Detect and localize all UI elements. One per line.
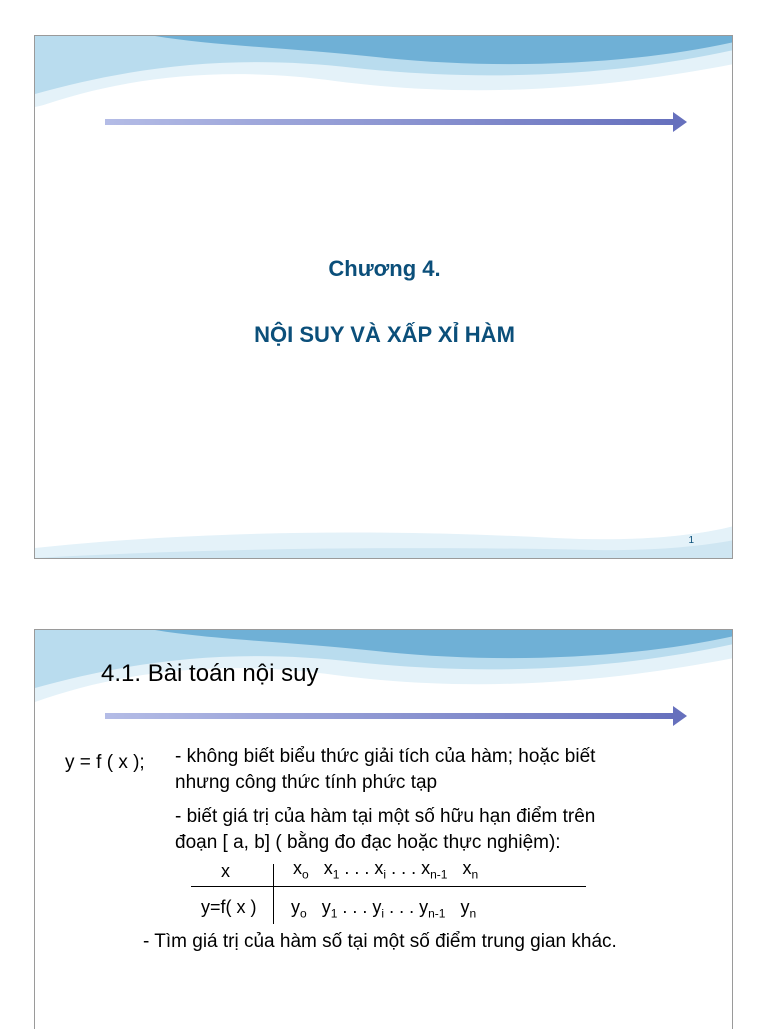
slide-2 <box>34 629 733 1029</box>
table-row-x-values: $x_o$ $x_1$ . . . $x_i$ . . . $x_{n-1}$ $x_n$ <box>293 858 479 882</box>
divider-arrow-icon <box>35 108 733 138</box>
section-heading: 4.1. Bài toán nội suy <box>101 660 319 687</box>
chapter-title: NỘI SUY VÀ XẤP XỈ HÀM <box>254 322 515 347</box>
table-divider <box>191 886 586 887</box>
chapter-label: Chương 4. <box>328 256 441 281</box>
table-divider <box>273 864 274 924</box>
slide-1 <box>34 35 733 559</box>
text-line: - không biết biểu thức giải tích của hàm; hoặc biết <box>175 746 596 767</box>
page-number: 1 <box>688 535 694 546</box>
table-row-y-label: y=f( x ) <box>201 897 257 917</box>
table-row-x-label: x <box>221 861 230 881</box>
header-swoosh-decoration <box>35 36 733 116</box>
table-row-y-values: $y_o$ $y_1$ . . . $y_i$ . . . $y_{n-1}$ $y_n$ <box>291 897 477 921</box>
function-label: y = f ( x ); <box>65 752 145 773</box>
text-line: - Tìm giá trị của hàm số tại một số điểm trung gian khác. <box>143 931 617 952</box>
text-line: - biết giá trị của hàm tại một số hữu hạn điểm trên <box>175 806 596 827</box>
text-line: nhưng công thức tính phức tạp <box>175 772 438 793</box>
divider-arrow-icon <box>35 702 733 732</box>
text-line: đoạn [ a, b] ( bằng đo đạc hoặc thực nghiệm): <box>175 832 561 853</box>
footer-swoosh-decoration <box>35 518 733 558</box>
